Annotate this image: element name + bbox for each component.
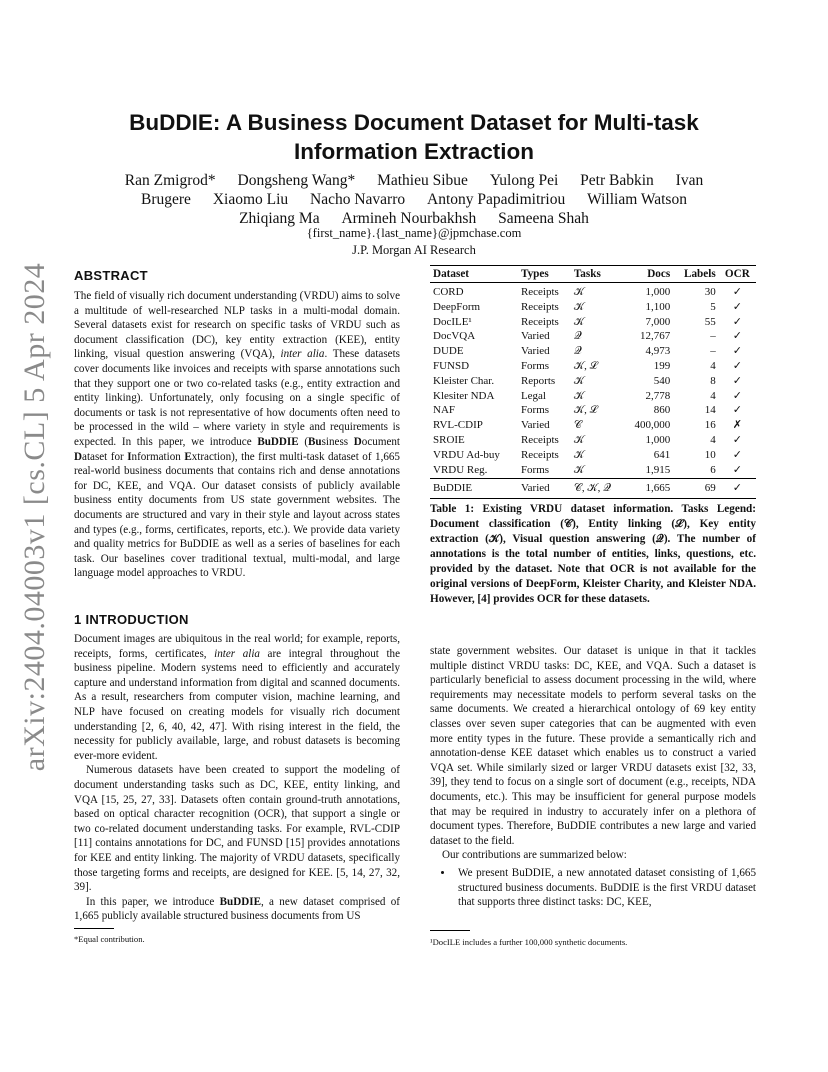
table-row: [430, 463, 756, 478]
table-cell: 1,915: [645, 463, 671, 476]
table-row: [430, 330, 756, 345]
table-cell: Forms: [520, 463, 550, 476]
arxiv-identifier: arXiv:2404.04003v1 [cs.CL] 5 Apr 2024: [18, 262, 51, 772]
table-cell: FUNSD: [433, 359, 470, 372]
table-cell: 12,767: [639, 330, 671, 343]
table-cell: 𝒦, ℒ: [573, 359, 598, 372]
table-row: [430, 448, 756, 463]
table-cell: ✓: [732, 448, 742, 461]
footnote-docile: ¹DocILE includes a further 100,000 synthetic documents.: [430, 937, 628, 947]
table-cell: DocILE¹: [433, 315, 472, 328]
table-cell: ✓: [732, 345, 742, 358]
author-name: Ivan: [675, 172, 704, 189]
table-cell: DeepForm: [433, 300, 481, 313]
intro-paragraph-3: In this paper, we introduce BuDDIE, a new dataset comprised of 1,665 publicly available structured business documents from US: [74, 895, 400, 923]
table-cell: 4: [710, 359, 716, 372]
author-line-1: [80, 171, 748, 190]
table-cell: 8: [710, 374, 716, 387]
table-cell: 𝒬: [573, 330, 582, 343]
table-cell: 6: [710, 463, 716, 476]
column-header: Labels: [673, 266, 718, 283]
table-cell: 𝒦: [573, 300, 585, 313]
table-cell: ✓: [732, 359, 742, 372]
table-cell: 1,000: [645, 433, 671, 446]
author-name: Armineh Nourbakhsh: [341, 210, 477, 227]
table-cell: 7,000: [645, 315, 671, 328]
intro-paragraph-1: Document images are ubiquitous in the real world; for example, reports, receipts, forms, certificates, inter alia are integral throughout the business pipeline. Modern systems need to efficiently and accurately capture and understand information from digital and scanned documents. As a result, researchers from computer vision, machine learning, and NLP have focused on creating models for visually rich document understanding [2, 6, 40, 42, 47]. With rising interest in the field, the necessity for publicly available, large, and robust datasets is becoming ever-more evident.: [74, 633, 401, 762]
footnote-equal-contribution: *Equal contribution.: [74, 934, 145, 944]
author-name: Dongsheng Wang*: [237, 172, 356, 189]
table-cell: BuDDIE: [430, 478, 518, 498]
table-cell: Receipts: [520, 433, 559, 446]
author-name: William Watson: [587, 191, 687, 208]
author-name: Antony Papadimitriou: [427, 191, 566, 208]
table-row: [430, 315, 756, 330]
right-column-body: [430, 644, 756, 910]
table-cell: 4: [710, 389, 716, 402]
table-cell: 𝒦, ℒ: [573, 404, 598, 417]
table-cell: 5: [710, 300, 716, 313]
table-cell: 𝒬: [573, 345, 582, 358]
table-cell: 199: [653, 359, 671, 372]
table-cell: Varied: [520, 419, 550, 432]
table-cell: SROIE: [433, 433, 465, 446]
list-item: • We present BuDDIE, a new annotated dataset consisting of 1,665 structured business documents. BuDDIE is the first VRDU dataset that supports three distinct tasks: DC, KEE,: [454, 866, 756, 910]
table-cell: Receipts: [520, 448, 559, 461]
table-cell: Klesiter NDA: [433, 389, 495, 402]
table-row: [430, 404, 756, 419]
contribution-list: [430, 866, 756, 910]
footnote-rule: [74, 928, 114, 929]
table-cell: Kleister Char.: [433, 374, 495, 387]
table-cell: 𝒦: [573, 374, 585, 387]
table-cell: Legal: [520, 389, 546, 402]
table-cell: 𝒦: [573, 315, 585, 328]
table-cell: DocVQA: [433, 330, 476, 343]
abstract-paragraph: The field of visually rich document understanding (VRDU) aims to solve a multitude of well-researched NLP tasks in a multi-modal domain. Several datasets exist for research on specific tasks of VRDU such as document classification (DC), key entity extraction (KEE), entity linking, visual question answering (VQA), inter alia. These datasets cover documents like invoices and receipts with sparse annotations such that they support one or two co-related tasks (e.g., entity extraction and entity linking). Unfortunately, only focusing on a single specific of documents or task is not representative of how documents often need to be processed in the wild – where variety in style and requirements is expected. In this paper, we introduce BuDDIE (Business Document Dataset for Information Extraction), the first multi-task dataset of 1,665 real-world business documents that contains rich and dense annotations for DC, KEE, and VQA. Our dataset consists of publicly available business entity documents from US state government websites. The documents are structured and vary in their style and layout across states and types (e.g., forms, certificates, reports, etc.). We provide data variety and quality metrics for BuDDIE as well as a series of baselines for each task. Our baselines cover traditional textual, multi-modal, and large language model approaches to VRDU.: [74, 290, 400, 580]
table-cell: 𝒦: [573, 389, 585, 402]
table-cell: 1,100: [645, 300, 671, 313]
table-cell: 𝒞: [573, 419, 582, 432]
column-header: Dataset: [430, 266, 518, 283]
table-cell: RVL-CDIP: [433, 419, 483, 432]
author-name: Nacho Navarro: [310, 191, 406, 208]
table-row: [430, 344, 756, 359]
table-cell: 1,665: [623, 478, 673, 498]
table-cell: VRDU Ad-buy: [433, 448, 500, 461]
intro-paragraph-2: Numerous datasets have been created to support the modeling of document understanding tasks such as DC, KEE, entity linking, and VQA [15, 25, 27, 33]. Datasets often contain ground-truth annotations, based on optical character recognition (OCR), that support a single or two co-related document understanding tasks. For example, RVL-CDIP [11] contains annotations for DC, and FUNSD [15] provides annotations for KEE and entity linking. The majority of VRDU datasets, specifically those targeting forms and receipts, are designed for KEE. [5, 14, 27, 32, 39].: [74, 764, 400, 894]
table-cell: 4,973: [645, 345, 671, 358]
table-cell: 1,000: [645, 286, 671, 298]
table-cell: ✓: [732, 463, 742, 476]
author-name: Brugere: [141, 191, 191, 208]
table-caption: Table 1: Existing VRDU dataset information. Tasks Legend: Document classification (𝒞), Entity linking (ℒ), Key entity extraction (𝒦), Visual question answering (𝒬). The number of annotations is the total number of entities, links, questions, etc. provided by the dataset. Note that OCR is not available for the original versions of DeepForm, Kleister Charity, and Kleister NDA. However, [4] provides OCR for these datasets.: [430, 503, 756, 605]
table-cell: Receipts: [520, 300, 559, 313]
table-cell: Receipts: [520, 286, 559, 298]
footnote-rule: [430, 930, 470, 931]
table-cell: 16: [704, 419, 716, 432]
table-cell: 30: [704, 286, 716, 298]
table-cell: CORD: [433, 286, 464, 298]
table-cell: –: [710, 345, 716, 358]
author-line-2: [80, 190, 748, 209]
table-cell: ✓: [732, 404, 742, 417]
table-cell: ✗: [732, 419, 742, 432]
table-cell: VRDU Reg.: [433, 463, 488, 476]
table-cell: 641: [653, 448, 671, 461]
author-name: Xiaomo Liu: [212, 191, 289, 208]
table-row: [430, 359, 756, 374]
table-row: [430, 478, 756, 498]
table-cell: Reports: [520, 374, 556, 387]
table-cell: Varied: [520, 330, 550, 343]
abstract-heading: ABSTRACT: [74, 268, 148, 283]
table-cell: Receipts: [520, 315, 559, 328]
introduction-heading: 1 INTRODUCTION: [74, 612, 189, 627]
introduction-body: [74, 632, 400, 924]
right-paragraph-1: state government websites. Our dataset is unique in that it tackles multiple distinct VRDU tasks: DC, KEE, and VQA. Such a dataset is particularly beneficial to assess document processing in the wild, where requirements may necessitate models to perform several tasks on the same documents. We created a hierarchical ontology of 69 key entity classes over seven super categories that can be augmented with even more entity types in the future. These provide a semantically rich and annotation-dense KEE dataset which enables us to construct a varied VQA set. While similarly sized or larger VRDU datasets exist [32, 33, 39], they tend to focus on a single sort of document (e.g., receipts, NDA documents, etc.). This may be insufficient for general purpose models that may be required in industry to accurately infer on a plethora of document types. Therefore, BuDDIE contributes a new large and varied dataset to the field.: [430, 645, 756, 847]
table-cell: ✓: [732, 433, 742, 446]
right-paragraph-2: Our contributions are summarized below:: [442, 849, 627, 862]
table-header-row: [430, 266, 756, 283]
table-cell: DUDE: [433, 345, 464, 358]
table-cell: 𝒦: [573, 286, 585, 298]
table-cell: Forms: [520, 359, 550, 372]
author-name: Yulong Pei: [489, 172, 559, 189]
author-name: Ran Zmigrod*: [124, 172, 216, 189]
table-cell: ✓: [732, 300, 742, 313]
author-email: {first_name}.{last_name}@jpmchase.com: [306, 226, 522, 240]
table-body: [430, 283, 756, 499]
dataset-comparison-table: [430, 265, 756, 499]
table-cell: 55: [704, 315, 716, 328]
table-cell: Varied: [520, 345, 550, 358]
table-cell: Forms: [520, 404, 550, 417]
table-cell: 69: [673, 478, 718, 498]
table-cell: 14: [704, 404, 716, 417]
table-row: [430, 389, 756, 404]
paper-title: BuDDIE: A Business Document Dataset for Multi-task Information Extraction: [129, 110, 699, 164]
column-header: Types: [518, 266, 571, 283]
table-cell: 𝒞, 𝒦, 𝒬: [571, 478, 623, 498]
table-cell: ✓: [719, 478, 756, 498]
table-cell: ✓: [732, 330, 742, 343]
table-cell: –: [710, 330, 716, 343]
table-cell: 400,000: [634, 419, 671, 432]
column-header: Docs: [623, 266, 673, 283]
author-name: Mathieu Sibue: [377, 172, 468, 189]
author-name: Sameena Shah: [498, 210, 589, 227]
table-cell: ✓: [732, 315, 742, 328]
affiliation: J.P. Morgan AI Research: [352, 243, 476, 257]
table-cell: NAF: [433, 404, 456, 417]
column-header: OCR: [719, 266, 756, 283]
column-header: Tasks: [571, 266, 623, 283]
table-cell: 𝒦: [573, 463, 585, 476]
table-cell: Varied: [518, 478, 571, 498]
table-cell: 540: [653, 374, 671, 387]
table-cell: ✓: [732, 389, 742, 402]
table-row: [430, 300, 756, 315]
author-name: Petr Babkin: [580, 172, 654, 189]
table-row: [430, 283, 756, 301]
table-cell: 𝒦: [573, 433, 585, 446]
table-row: [430, 433, 756, 448]
table-cell: 10: [704, 448, 716, 461]
abstract-body: [74, 289, 400, 581]
table-cell: 2,778: [645, 389, 671, 402]
table-cell: 860: [653, 404, 671, 417]
table-row: [430, 374, 756, 389]
table-cell: ✓: [732, 286, 742, 298]
author-name: Zhiqiang Ma: [239, 210, 320, 227]
table-cell: 𝒦: [573, 448, 585, 461]
table-cell: ✓: [732, 374, 742, 387]
table-row: [430, 418, 756, 433]
table-cell: 4: [710, 433, 716, 446]
